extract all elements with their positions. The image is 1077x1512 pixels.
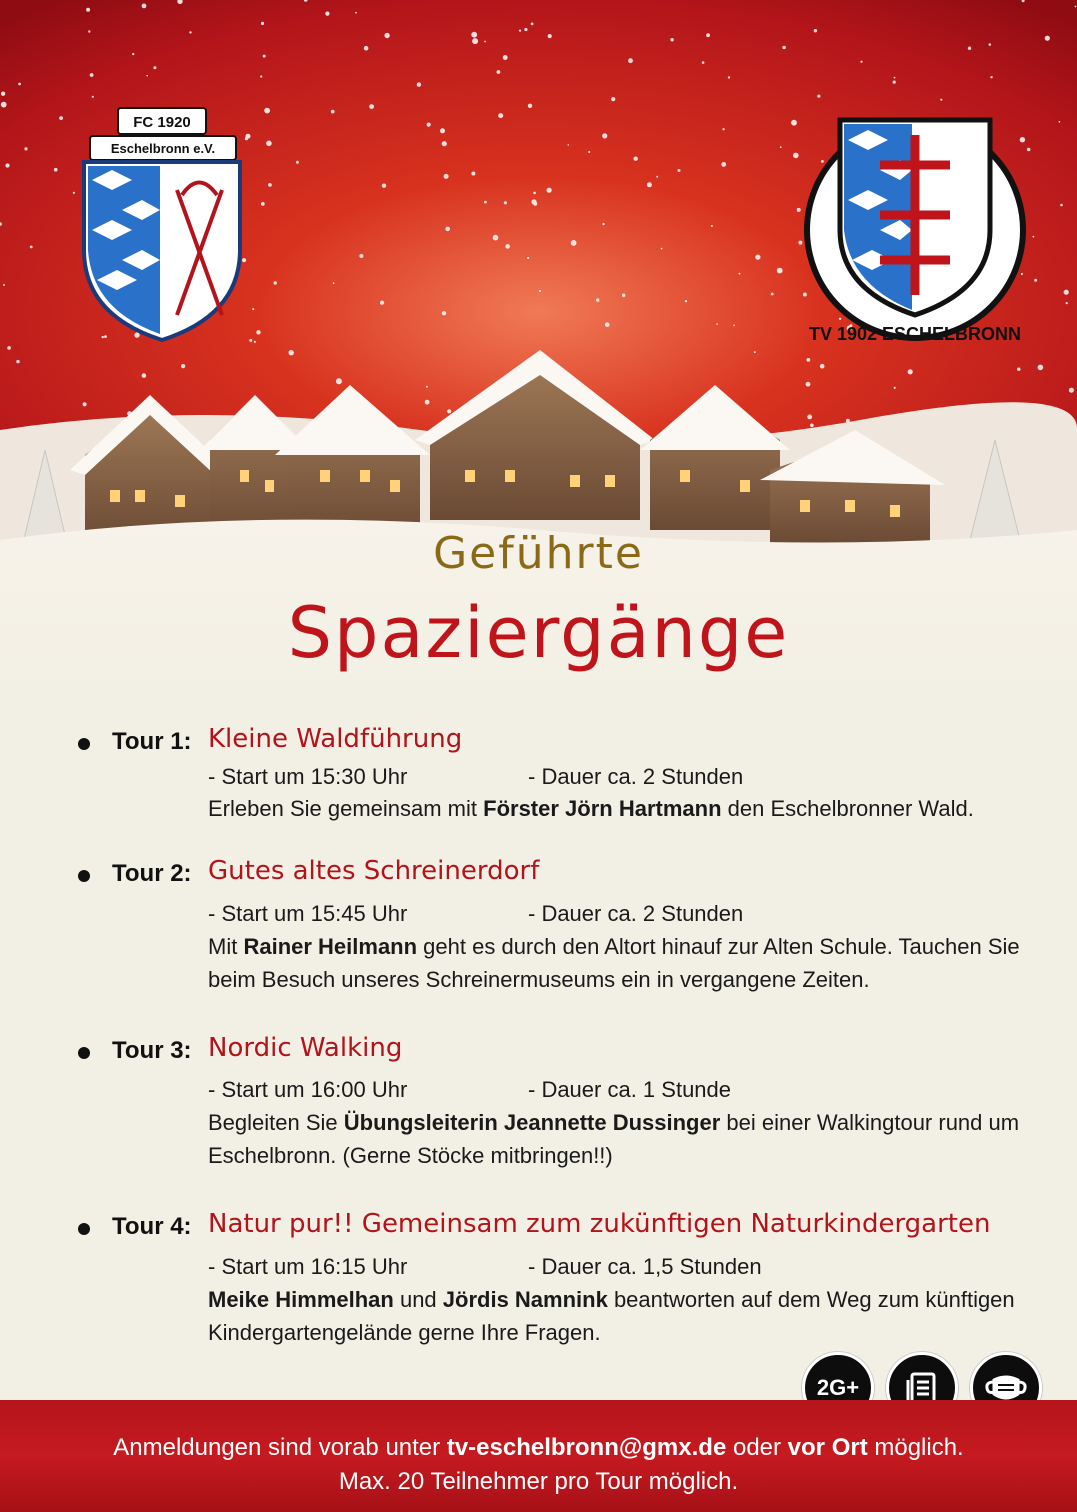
snowflake	[1045, 36, 1050, 41]
snowflake	[132, 53, 134, 55]
snowflake	[1060, 204, 1063, 207]
snowflake	[189, 31, 191, 33]
2g-plus-icon: 2G+	[802, 1352, 874, 1424]
snowflake	[445, 227, 450, 232]
fc-1920-eschelbronn-logo	[72, 100, 252, 350]
snowflake	[670, 38, 673, 41]
title-spaziergaenge: Spaziergänge	[287, 592, 790, 674]
snowflake	[739, 273, 741, 275]
snowflake	[333, 282, 335, 284]
snowflake	[571, 240, 577, 246]
snowflake	[533, 192, 536, 195]
snowflake	[90, 73, 94, 77]
snowflake	[355, 12, 357, 14]
snowflake	[497, 70, 501, 74]
snowflake	[5, 163, 9, 167]
snowflake	[622, 294, 625, 297]
snowflake	[359, 254, 363, 258]
snowflake	[702, 61, 705, 64]
snowflake	[548, 34, 552, 38]
snowflake	[86, 8, 90, 12]
snowflake	[142, 373, 147, 378]
bullet-icon	[78, 1223, 90, 1235]
tour-1	[78, 724, 1058, 828]
snowflake	[780, 146, 782, 148]
snowflake	[484, 201, 487, 204]
tour-start: - Start um 16:15 Uhr	[208, 1254, 408, 1279]
tour-start: - Start um 15:45 Uhr	[208, 901, 408, 926]
tour-4	[78, 1209, 1058, 1353]
title-gefuehrte: Geführte	[433, 528, 644, 579]
snowflake	[755, 255, 760, 260]
snowflake	[706, 33, 710, 37]
snowflake	[260, 75, 262, 77]
snowflake	[1069, 388, 1074, 393]
snowflake	[716, 323, 718, 325]
tour-label: Tour 2:	[112, 860, 192, 887]
tour-description: Meike Himmelhan und Jördis Namnink beantworten auf dem Weg zum künftigen Kindergartengelände gerne Ihre Fragen.	[208, 1287, 1015, 1345]
tour-2	[78, 856, 1058, 1000]
snowflake	[88, 30, 90, 32]
snowflake	[369, 104, 374, 109]
snowflake	[505, 244, 510, 249]
snowflake	[266, 141, 272, 147]
snowflake	[261, 22, 264, 25]
snowflake	[528, 104, 532, 108]
snowflake	[1, 92, 5, 96]
snowflake	[493, 235, 499, 241]
snowflake	[331, 110, 335, 114]
snowflake	[685, 300, 687, 302]
snowflake	[814, 29, 817, 32]
snowflake	[588, 151, 590, 153]
tour-duration: - Dauer ca. 2 Stunden	[528, 764, 744, 789]
snowflake	[817, 95, 820, 98]
snowflake	[1034, 279, 1037, 282]
snowflake	[656, 176, 658, 178]
snowflake	[427, 123, 431, 127]
snowflake	[628, 58, 633, 63]
svg-text:TV 1902 ESCHELBRONN: TV 1902 ESCHELBRONN	[808, 324, 1022, 344]
snowflake	[793, 153, 799, 159]
snowflake	[990, 76, 992, 78]
snowflake	[806, 382, 811, 387]
tour-start: - Start um 16:00 Uhr	[208, 1077, 408, 1102]
snowflake	[274, 281, 277, 284]
snowflake	[777, 268, 783, 274]
snowflake	[754, 351, 756, 353]
snowflake	[18, 83, 21, 86]
snowflake	[791, 120, 797, 126]
bullet-icon	[78, 1047, 90, 1059]
snowflake	[1033, 236, 1035, 238]
snowflake	[484, 41, 486, 43]
tour-duration: - Dauer ca. 1,5 Stunden	[528, 1254, 762, 1279]
bullet-icon	[78, 738, 90, 750]
snowflake	[83, 402, 87, 406]
snowflake	[92, 96, 94, 98]
snowflake	[1064, 290, 1069, 295]
snowflake	[968, 47, 971, 50]
snowflake	[471, 172, 475, 176]
snowflake	[1, 102, 7, 108]
tour-name: Gutes altes Schreinerdorf	[208, 856, 540, 886]
snowflake	[782, 46, 786, 50]
snowflake	[524, 28, 527, 31]
tour-start: - Start um 15:30 Uhr	[208, 764, 408, 789]
snowflake	[661, 248, 663, 250]
footer-banner	[0, 1400, 1077, 1512]
tour-name: Kleine Waldführung	[208, 724, 463, 754]
tour-duration: - Dauer ca. 2 Stunden	[528, 901, 744, 926]
tour-3	[78, 1033, 1058, 1177]
snowflake	[893, 81, 896, 84]
snowflake	[471, 32, 477, 38]
snowflake	[382, 184, 386, 188]
snowflake	[181, 364, 185, 368]
snowflake	[711, 225, 713, 227]
snowflake	[1066, 302, 1068, 304]
snowflake	[605, 322, 610, 327]
snowflake	[940, 99, 942, 101]
snowflake	[504, 201, 507, 204]
snowflake	[503, 55, 508, 60]
snowflake	[384, 33, 389, 38]
snowflake	[894, 387, 896, 389]
snowflake	[568, 144, 570, 146]
snowflake	[989, 43, 992, 46]
snowflake	[289, 350, 294, 355]
snowflake	[728, 76, 730, 78]
snowflake	[24, 147, 27, 150]
snowflake	[364, 46, 369, 51]
snowflake	[1075, 6, 1077, 8]
tour-name: Natur pur!! Gemeinsam zum zukünftigen Naturkindergarten	[208, 1209, 991, 1239]
tour-description: Mit Rainer Heilmann geht es durch den Altort hinauf zur Alten Schule. Tauchen Sie beim Besuch unseres Schreinermuseums ein in vergangene Zeiten.	[208, 934, 1020, 992]
snowflake	[547, 188, 552, 193]
tour-label: Tour 3:	[112, 1037, 192, 1064]
tour-description: Begleiten Sie Übungsleiterin Jeannette Dussinger bei einer Walkingtour rund um Eschelbronn. (Gerne Stöcke mitbringen!!)	[208, 1110, 1020, 1168]
snowflake	[498, 113, 503, 118]
snowflake	[531, 23, 534, 26]
snowflake	[256, 330, 260, 334]
snowflake	[252, 308, 254, 310]
snowflake	[426, 386, 428, 388]
snowflake	[325, 12, 329, 16]
snowflake	[380, 301, 384, 305]
snowflake	[602, 133, 607, 138]
snowflake	[1038, 365, 1044, 371]
tour-name: Nordic Walking	[208, 1033, 403, 1063]
registration-info: Anmeldungen sind vorab unter tv-eschelbronn@gmx.de oder vor Ort möglich.	[113, 1434, 964, 1461]
snowflake	[722, 128, 724, 130]
snowflake	[16, 360, 19, 363]
tour-label: Tour 1:	[112, 728, 192, 755]
snowflake	[442, 141, 447, 146]
snowflake	[908, 369, 913, 374]
participant-limit: Max. 20 Teilnehmer pro Tour möglich.	[338, 1468, 739, 1495]
svg-text:FC 1920: FC 1920	[133, 114, 191, 131]
contact-email[interactable]: tv-eschelbronn@gmx.de	[446, 1434, 727, 1461]
snowflake	[54, 168, 58, 172]
snowflake	[533, 202, 537, 206]
snowflake	[417, 82, 421, 86]
snowflake	[7, 346, 11, 350]
snowflake	[425, 400, 430, 405]
snowflake	[647, 182, 652, 187]
snowflake	[444, 174, 449, 179]
snowflake	[30, 246, 33, 249]
tour-duration: - Dauer ca. 1 Stunde	[528, 1077, 732, 1102]
snowflake	[678, 169, 681, 172]
snowflake	[1017, 368, 1020, 371]
snowflake	[1059, 121, 1061, 123]
bullet-icon	[78, 870, 90, 882]
snowflake	[296, 161, 299, 164]
snowflake	[3, 284, 5, 286]
snowflake	[268, 183, 272, 187]
snowflake	[602, 223, 604, 225]
tv-1902-eschelbronn-logo	[800, 110, 1030, 350]
snowflake	[263, 55, 266, 58]
snowflake	[142, 4, 147, 9]
snowflake	[807, 415, 812, 420]
snowflake	[721, 162, 726, 167]
snowflake	[820, 364, 825, 369]
svg-text:Eschelbronn e.V.: Eschelbronn e.V.	[110, 141, 216, 156]
snowflake	[261, 202, 265, 206]
tour-label: Tour 4:	[112, 1213, 192, 1240]
snowflake	[146, 75, 148, 77]
snowflake	[596, 298, 599, 301]
snowflake	[733, 325, 735, 327]
snowflake	[264, 108, 270, 114]
snowflake	[611, 97, 615, 101]
snowflake	[527, 257, 529, 259]
snowflake	[860, 61, 862, 63]
snowflake	[336, 378, 342, 384]
snowflake	[472, 38, 478, 44]
tour-description: Erleben Sie gemeinsam mit Förster Jörn Hartmann den Eschelbronner Wald.	[208, 796, 974, 821]
snowflake	[807, 358, 811, 362]
snowflake	[894, 77, 896, 79]
snowflake	[442, 311, 446, 315]
snowflake	[254, 341, 256, 343]
snowflake	[153, 66, 156, 69]
snowflake	[810, 424, 814, 428]
snowflake	[447, 409, 451, 413]
snowflake	[771, 293, 774, 296]
snowflake	[539, 290, 541, 292]
snowflake	[59, 116, 63, 120]
snowflake	[519, 30, 521, 32]
snowflake	[440, 128, 445, 133]
snowflake	[634, 157, 638, 161]
